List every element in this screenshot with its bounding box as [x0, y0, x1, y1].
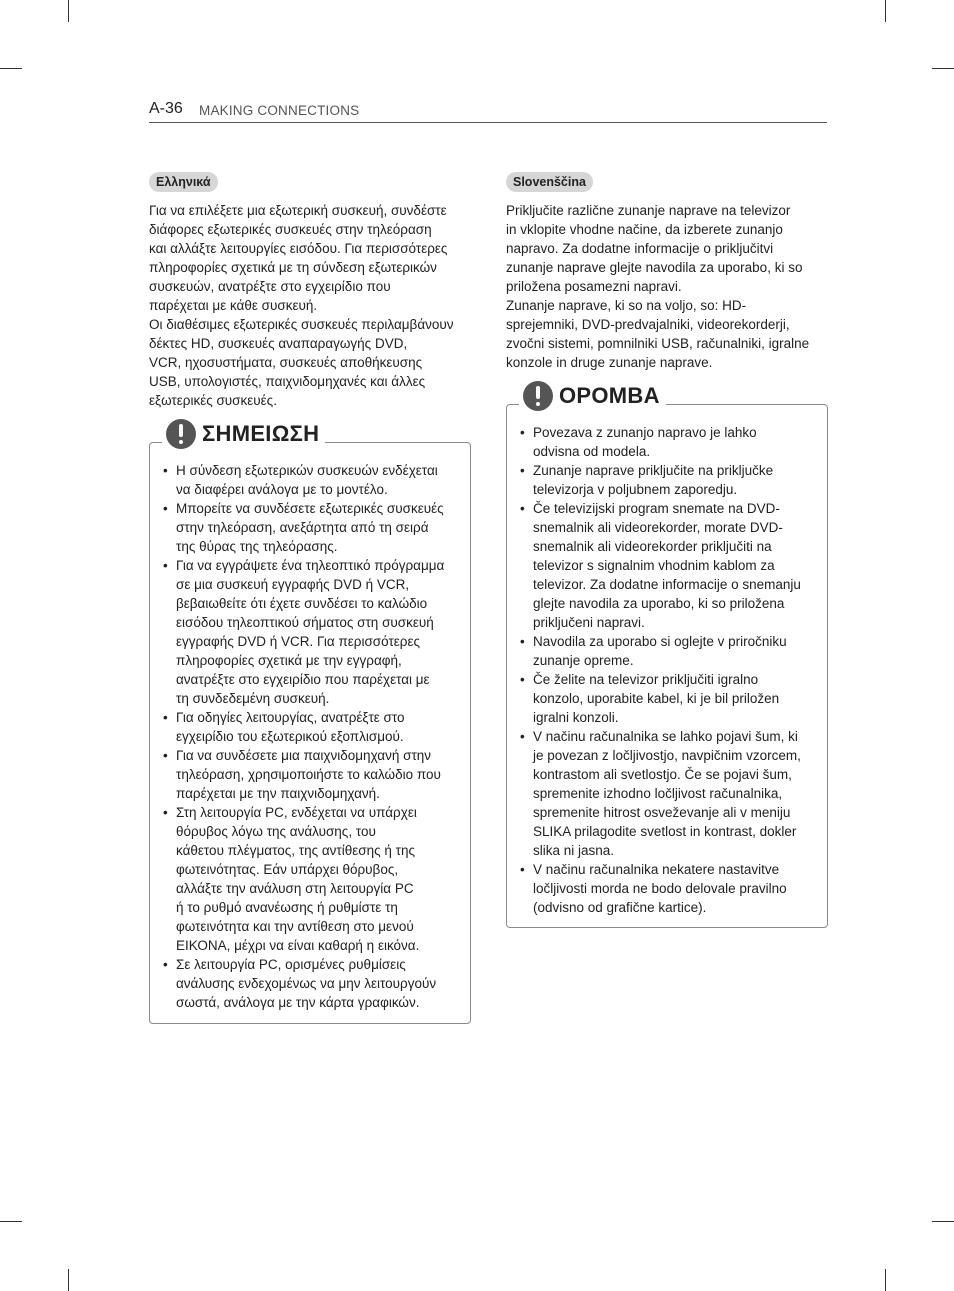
note-item-line: snemalnik ali videorekorder priključiti na — [533, 539, 772, 554]
note-item-line: • Zunanje naprave priključite na priključke — [533, 463, 774, 478]
paragraph-line: priložena posamezni napravi. — [506, 279, 682, 294]
language-badge-greek: Ελληνικά — [149, 172, 218, 192]
paragraph-line: Οι διαθέσιμες εξωτερικές συσκευές περιλαμβάνουν — [149, 317, 454, 332]
note-item-line: θόρυβος λόγω της ανάλυσης, του — [176, 824, 376, 839]
note-item-line: ανάλυσης ενδεχομένως να μην λειτουργούν — [176, 976, 437, 991]
note-item-line: • Για να εγγράψετε ένα τηλεοπτικό πρόγραμμα — [176, 558, 445, 573]
paragraph-line: συσκευών, ανατρέξτε στο εγχειρίδιο που — [149, 279, 391, 294]
note-item-line: spremenite izhodno ločljivost računalnika, — [533, 786, 783, 801]
crop-mark — [885, 1269, 886, 1291]
paragraph-line: sprejemniki, DVD-predvajalniki, videorekorderji, — [506, 317, 790, 332]
note-list — [163, 461, 468, 1012]
paragraph-line: και αλλάξτε λειτουργίες εισόδου. Για περισσότερες — [149, 241, 448, 256]
note-item-line: konzolo, uporabite kabel, ki je bil priložen — [533, 691, 780, 706]
note-item — [520, 461, 830, 499]
paragraph-line: zunanje naprave glejte navodila za uporabo, ki so — [506, 260, 803, 275]
paragraph-line: in vklopite vhodne načine, da izberete zunanjo — [506, 222, 783, 237]
crop-mark — [0, 68, 22, 69]
note-item-line: odvisna od modela. — [533, 444, 651, 459]
note-item-line: • Μπορείτε να συνδέσετε εξωτερικές συσκευές — [176, 501, 444, 516]
note-item-line: σε μια συσκευή εγγραφής DVD ή VCR, — [176, 577, 410, 592]
note-item-line: φωτεινότητα και την αντίθεση στο μενού — [176, 919, 414, 934]
note-item-line: • V načinu računalnika nekatere nastavitve — [533, 862, 780, 877]
note-box-slovenian — [506, 383, 828, 928]
paragraph-line: πληροφορίες σχετικά με τη σύνδεση εξωτερικών — [149, 260, 437, 275]
note-item-line: τηλεόραση, χρησιμοποιήστε το καλώδιο που — [176, 767, 441, 782]
section-title: MAKING CONNECTIONS — [199, 103, 360, 118]
paragraph-line: Zunanje naprave, ki so na voljo, so: HD- — [506, 298, 747, 313]
note-box-greek — [149, 421, 471, 1024]
note-item-line: αλλάξτε την ανάλυση στη λειτουργία PC — [176, 881, 414, 896]
note-item-line: • Σε λειτουργία PC, ορισμένες ρυθμίσεις — [176, 957, 406, 972]
greek-intro-paragraph — [149, 201, 479, 410]
note-item-line: snemalnik ali videorekorder, morate DVD- — [533, 520, 783, 535]
note-item-line: σωστά, ανάλογα με την κάρτα γραφικών. — [176, 995, 420, 1010]
note-item — [163, 499, 468, 556]
note-item-line: πληροφορίες σχετικά με την εγγραφή, — [176, 653, 402, 668]
note-item — [520, 727, 830, 860]
note-item-line: βεβαιωθείτε ότι έχετε συνδέσει το καλώδιο — [176, 596, 428, 611]
note-item-line: παρέχεται με την παιχνιδομηχανή. — [176, 786, 380, 801]
note-item-line: televizor. Za dodatne informacije o snemanju — [533, 577, 801, 592]
exclamation-icon — [523, 381, 553, 411]
paragraph-line: zvočni sistemi, pomnilniki USB, računalniki, igralne — [506, 336, 810, 351]
note-item-line: ή το ρυθμό ανανέωσης ή ρυθμίστε τη — [176, 900, 398, 915]
note-item-line: televizorja v poljubnem zaporedju. — [533, 482, 738, 497]
note-item-line: • Če televizijski program snemate na DVD- — [533, 501, 780, 516]
note-item — [163, 746, 468, 803]
note-item-line: • Για να συνδέσετε μια παιχνιδομηχανή στην — [176, 748, 432, 763]
note-item-line: priključeni napravi. — [533, 615, 645, 630]
note-item-line: kontrastom ali svetlostjo. Če se pojavi šum, — [533, 767, 792, 782]
note-item-line: εγχειρίδιο του εξωτερικού εξοπλισμού. — [176, 729, 404, 744]
paragraph-line: δέκτες HD, συσκευές αναπαραγωγής DVD, — [149, 336, 408, 351]
note-title: ΣΗΜΕΙΩΣΗ — [202, 421, 320, 446]
note-item-line: εγγραφής DVD ή VCR. Για περισσότερες — [176, 634, 420, 649]
note-item-line: ločljivosti morda ne bodo delovale pravilno — [533, 881, 787, 896]
note-item — [163, 708, 468, 746]
paragraph-line: Priključite različne zunanje naprave na televizor — [506, 203, 791, 218]
crop-mark — [68, 1269, 69, 1291]
note-item — [163, 461, 468, 499]
crop-mark — [885, 0, 886, 22]
slovenian-intro-paragraph — [506, 201, 836, 372]
paragraph-line: napravo. Za dodatne informacije o priključitvi — [506, 241, 774, 256]
note-item-line: τη συνδεδεμένη συσκευή. — [176, 691, 330, 706]
note-item — [520, 670, 830, 727]
crop-mark — [0, 1221, 22, 1222]
note-item — [163, 556, 468, 708]
paragraph-line: VCR, ηχοσυστήματα, συσκευές αποθήκευσης — [149, 355, 423, 370]
note-item-line: je povezan z ločljivostjo, navpičnim vzorcem, — [533, 748, 801, 763]
note-item-line: zunanje opreme. — [533, 653, 634, 668]
note-item-line: • Στη λειτουργία PC, ενδέχεται να υπάρχει — [176, 805, 417, 820]
paragraph-line: διάφορες εξωτερικές συσκευές στην τηλεόραση — [149, 222, 432, 237]
note-item-line: στην τηλεόραση, ανεξάρτητα από τη σειρά — [176, 520, 429, 535]
note-item-line: • Για οδηγίες λειτουργίας, ανατρέξτε στο — [176, 710, 405, 725]
note-header — [162, 419, 325, 449]
note-item — [520, 860, 830, 917]
note-header — [519, 381, 666, 411]
paragraph-line: konzole in druge zunanje naprave. — [506, 355, 713, 370]
note-item-line: να διαφέρει ανάλογα με το μοντέλο. — [176, 482, 388, 497]
crop-mark — [932, 1221, 954, 1222]
note-item-line: της θύρας της τηλεόρασης. — [176, 539, 338, 554]
note-item-line: ανατρέξτε στο εγχειρίδιο που παρέχεται με — [176, 672, 430, 687]
note-item — [520, 499, 830, 632]
note-item-line: φωτεινότητας. Εάν υπάρχει θόρυβος, — [176, 862, 399, 877]
paragraph-line: Για να επιλέξετε μια εξωτερική συσκευή, συνδέστε — [149, 203, 447, 218]
note-item-line: SLIKA prilagodite svetlost in kontrast, dokler — [533, 824, 797, 839]
note-item — [520, 632, 830, 670]
note-item-line: κάθετου πλέγματος, της αντίθεσης ή της — [176, 843, 415, 858]
note-item-line: εισόδου τηλεοπτικού σήματος στη συσκευή — [176, 615, 434, 630]
paragraph-line: εξωτερικές συσκευές. — [149, 393, 277, 408]
note-item-line: • Povezava z zunanjo napravo je lahko — [533, 425, 757, 440]
paragraph-line: USB, υπολογιστές, παιχνιδομηχανές και άλλες — [149, 374, 426, 389]
note-item — [163, 803, 468, 955]
language-badge-slovenian: Slovenščina — [506, 172, 593, 192]
note-title: OPOMBA — [559, 383, 660, 408]
note-item-line: • Navodila za uporabo si oglejte v priročniku — [533, 634, 787, 649]
exclamation-icon — [166, 419, 196, 449]
note-item-line: ΕΙΚΟΝΑ, μέχρι να είναι καθαρή η εικόνα. — [176, 938, 420, 953]
crop-mark — [68, 0, 69, 22]
crop-mark — [932, 68, 954, 69]
paragraph-line: παρέχεται με κάθε συσκευή. — [149, 298, 318, 313]
note-item-line: slika ni jasna. — [533, 843, 615, 858]
page-number: A-36 — [149, 100, 183, 117]
note-item-line: • Η σύνδεση εξωτερικών συσκευών ενδέχεται — [176, 463, 438, 478]
note-item-line: glejte navodila za uporabo, ki so priložena — [533, 596, 785, 611]
note-item-line: televizor s signalnim vhodnim kablom za — [533, 558, 775, 573]
note-list — [520, 423, 830, 917]
note-item-line: spremenite hitrost osveževanje ali v meniju — [533, 805, 791, 820]
note-item-line: • Če želite na televizor priključiti igralno — [533, 672, 759, 687]
note-item — [163, 955, 468, 1012]
note-item-line: • V načinu računalnika se lahko pojavi šum, ki — [533, 729, 798, 744]
note-item-line: (odvisno od grafične kartice). — [533, 900, 707, 915]
note-item — [520, 423, 830, 461]
page-header — [149, 100, 827, 123]
note-item-line: igralni konzoli. — [533, 710, 619, 725]
